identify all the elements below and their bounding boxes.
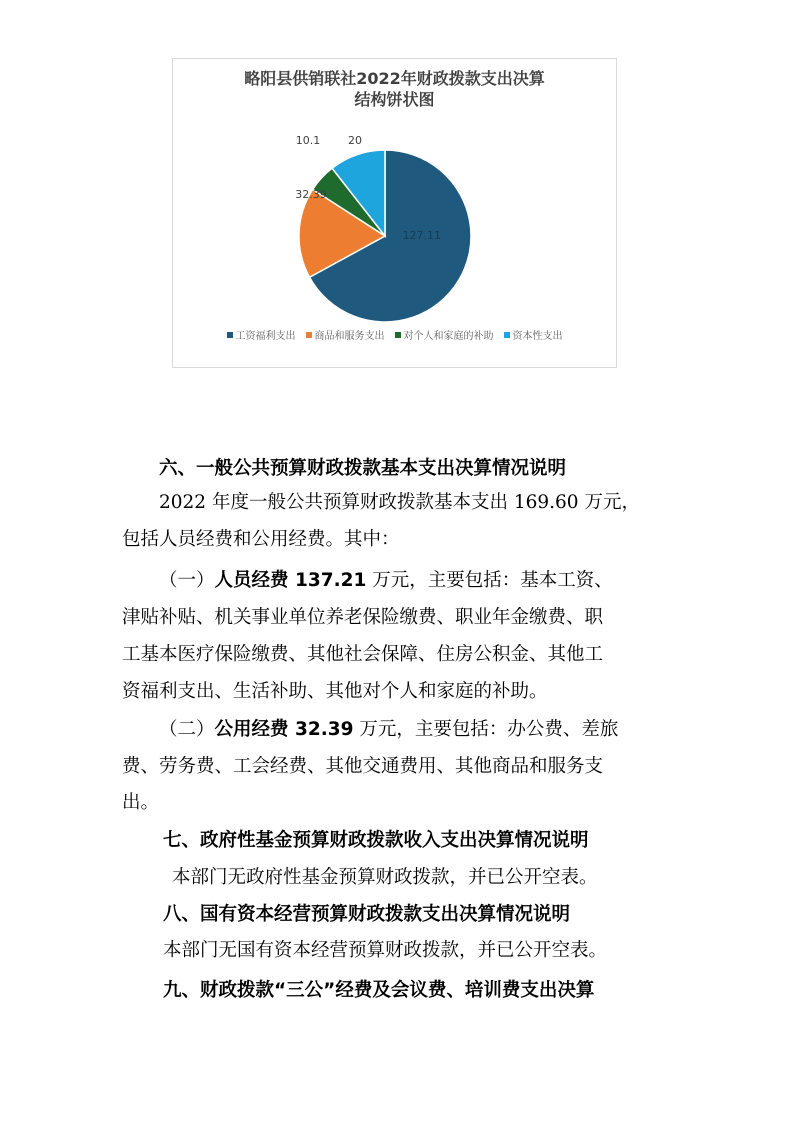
- legend-label-4: 资本性支出: [512, 331, 563, 342]
- pie-chart-container: [172, 58, 617, 368]
- legend-item-1: [227, 327, 296, 342]
- chart-title-line-1: 略阳县供销联社2022年财政拨款支出决算: [244, 69, 545, 88]
- p3-rest: 万元，主要包括：办公费、差旅: [353, 719, 619, 740]
- legend-swatch-2: [306, 332, 312, 338]
- section9-heading: 九、财政拨款“三公”经费及会议费、培训费支出决算: [163, 980, 595, 1001]
- chart-title-line-2: 结构饼状图: [354, 90, 435, 109]
- pie-chart: [173, 59, 618, 369]
- pie-data-label-3: 10.1: [295, 134, 321, 147]
- section6-heading: 六、一般公共预算财政拨款基本支出决算情况说明: [159, 458, 567, 479]
- section6-p1-line2: 包括人员经费和公用经费。其中：: [122, 529, 400, 550]
- section8-body: 本部门无国有资本经营预算财政拨款，并已公开空表。: [163, 940, 608, 961]
- legend-label-3: 对个人和家庭的补助: [403, 331, 494, 342]
- legend-item-4: [504, 327, 563, 342]
- section8-heading: 八、国有资本经营预算财政拨款支出决算情况说明: [163, 904, 571, 925]
- pie-data-label-1: 127.11: [402, 229, 441, 242]
- chart-legend: [173, 327, 616, 342]
- legend-label-1: 工资福利支出: [235, 331, 296, 342]
- p3-prefix: （二）: [159, 719, 215, 740]
- legend-item-3: [395, 327, 494, 342]
- section6-p1-line1: 2022 年度一般公共预算财政拨款基本支出 169.60 万元，: [159, 492, 640, 513]
- section6-p2-line3: 工基本医疗保险缴费、其他社会保障、住房公积金、其他工: [122, 644, 604, 665]
- section6-p3-line1: [159, 716, 618, 744]
- legend-swatch-4: [504, 332, 510, 338]
- section6-p2-line1: [159, 567, 613, 595]
- section6-p2-line2: 津贴补贴、机关事业单位养老保险缴费、职业年金缴费、职: [122, 607, 604, 628]
- legend-item-2: [306, 327, 385, 342]
- p2-prefix: （一）: [159, 570, 215, 591]
- legend-label-2: 商品和服务支出: [314, 331, 385, 342]
- section6-p2-line4: 资福利支出、生活补助、其他对个人和家庭的补助。: [122, 681, 548, 702]
- legend-swatch-3: [395, 332, 401, 338]
- section6-p3-line2: 费、劳务费、工会经费、其他交通费用、其他商品和服务支: [122, 756, 604, 777]
- section6-p3-line3: 出。: [122, 792, 160, 813]
- p2-bold-amount: 人员经费 137.21: [214, 570, 367, 591]
- section7-body: 本部门无政府性基金预算财政拨款，并已公开空表。: [172, 867, 598, 888]
- pie-data-label-2: 32.39: [295, 188, 327, 201]
- pie-data-label-4: 20: [348, 134, 362, 147]
- p2-rest: 万元，主要包括：基本工资、: [366, 570, 613, 591]
- section7-heading: 七、政府性基金预算财政拨款收入支出决算情况说明: [163, 830, 589, 851]
- legend-swatch-1: [227, 332, 233, 338]
- p3-bold-amount: 公用经费 32.39: [214, 719, 354, 740]
